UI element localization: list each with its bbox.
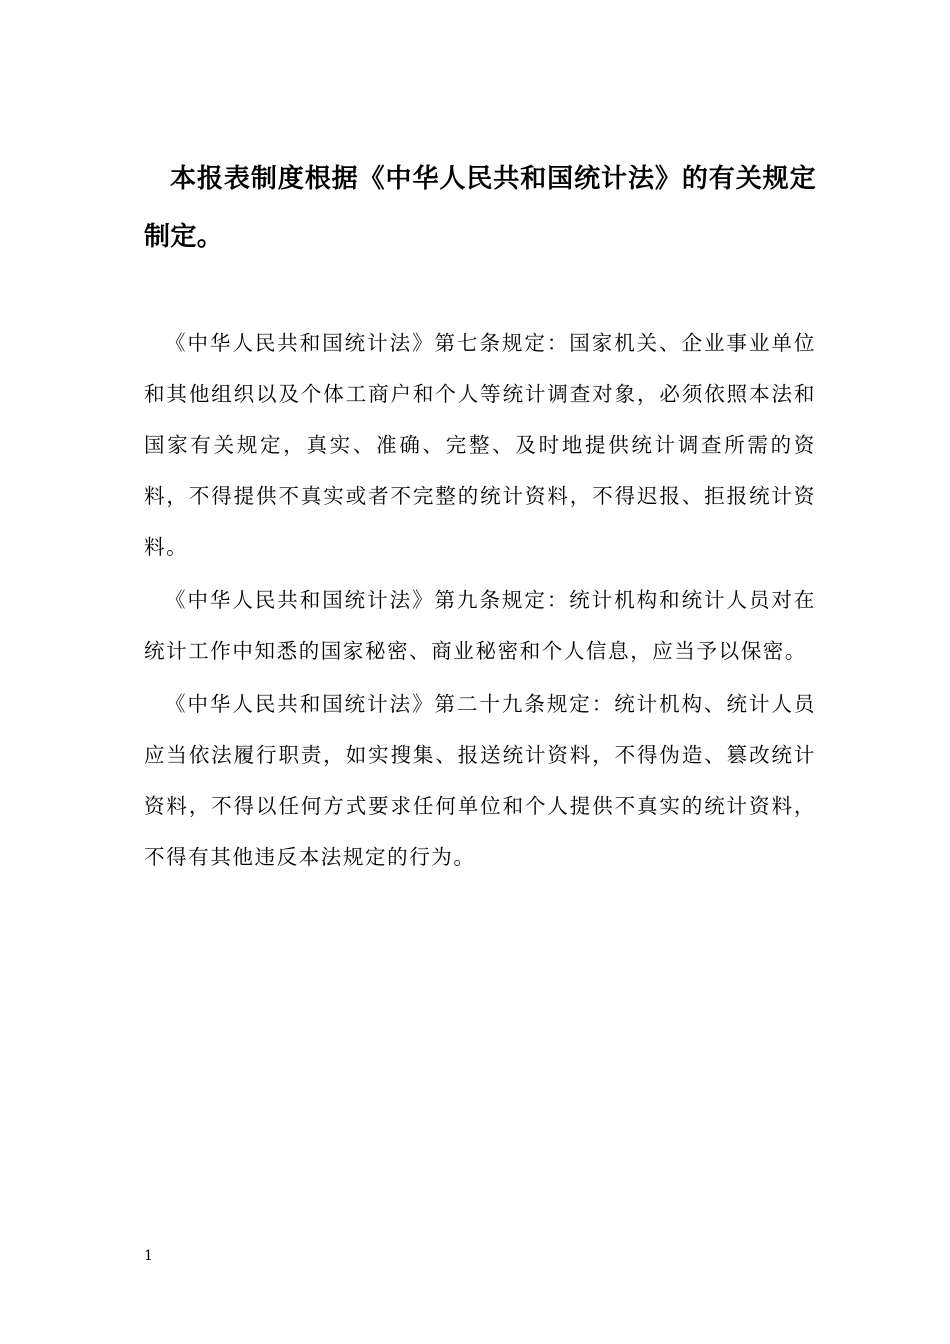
article-twenty-nine-paragraph: 《中华人民共和国统计法》第二十九条规定：统计机构、统计人员应当依法履行职责，如实搜集、报送统计资料，不得伪造、篡改统计资料，不得以任何方式要求任何单位和个人提供不真实的统计资料，不得有其他违反本法规定的行为。: [144, 692, 816, 869]
articles-section: [144, 318, 816, 885]
lead-paragraph: 本报表制度根据《中华人民共和国统计法》的有关规定制定。: [144, 164, 816, 252]
page-number: 1: [144, 1248, 153, 1264]
article-seven-paragraph: 《中华人民共和国统计法》第七条规定：国家机关、企业事业单位和其他组织以及个体工商户和个人等统计调查对象，必须依照本法和国家有关规定，真实、准确、完整、及时地提供统计调查所需的资料，不得提供不真实或者不完整的统计资料，不得迟报、拒报统计资料。: [144, 331, 816, 559]
article-nine-paragraph: 《中华人民共和国统计法》第九条规定：统计机构和统计人员对在统计工作中知悉的国家秘密、商业秘密和个人信息，应当予以保密。: [144, 588, 816, 663]
